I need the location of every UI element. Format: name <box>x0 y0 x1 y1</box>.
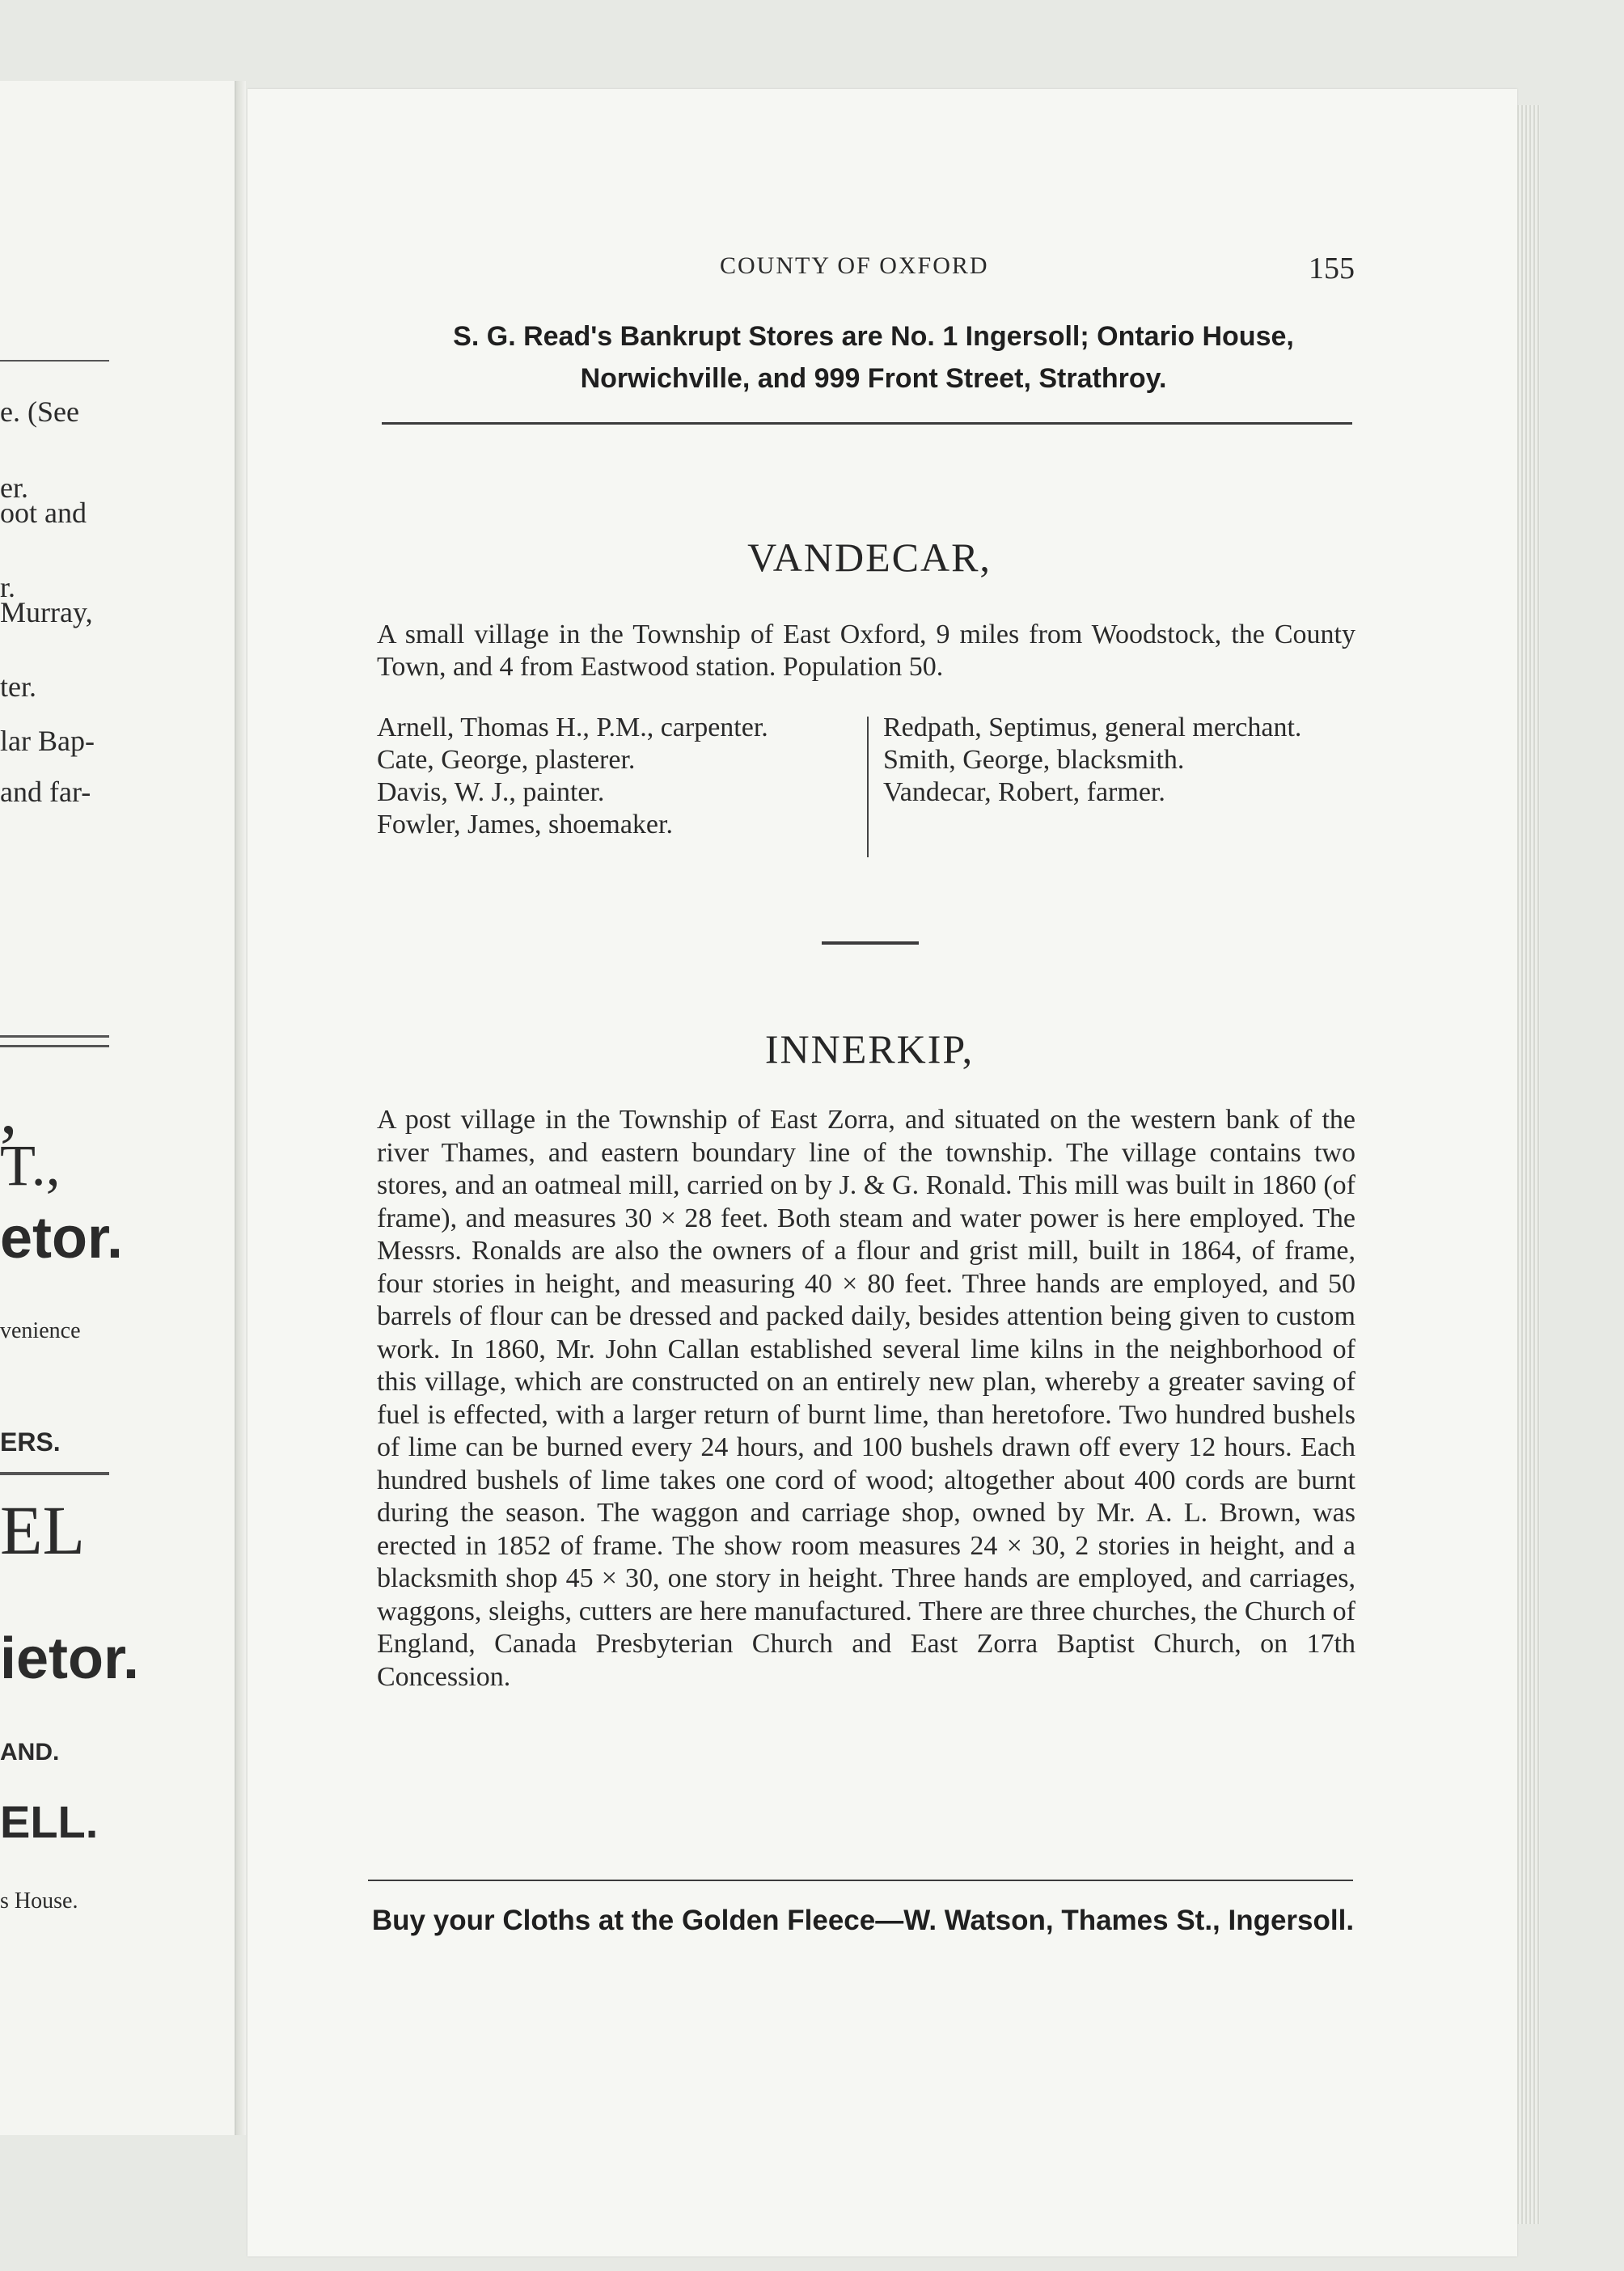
left-page-rule <box>0 360 109 362</box>
left-page-fragment: lar Bap- <box>0 725 95 757</box>
left-page-fragment: EL <box>0 1491 86 1569</box>
page-edge <box>1517 105 1540 2224</box>
left-page-fragment: ELL. <box>0 1796 99 1847</box>
directory-entry: Smith, George, blacksmith. <box>883 745 1185 775</box>
directory-entry: Cate, George, plasterer. <box>377 745 636 775</box>
directory-column-right <box>883 712 1359 809</box>
directory-entry: Davis, W. J., painter. <box>377 777 605 807</box>
left-page-fragment: ter. <box>0 670 36 703</box>
left-page-fragment: oot and <box>0 497 87 529</box>
directory-column-left <box>377 712 862 841</box>
left-page-fragment: T., <box>0 1133 61 1198</box>
advertisement-top-line: Norwichville, and 999 Front Street, Strathroy. <box>580 363 1167 394</box>
directory-entry: Arnell, Thomas H., P.M., carpenter. <box>377 713 768 742</box>
section-title-vandecar: VANDECAR, <box>747 535 992 580</box>
book-gutter <box>236 81 246 2135</box>
advertisement-top-line: S. G. Read's Bankrupt Stores are No. 1 Ingersoll; Ontario House, <box>453 321 1294 352</box>
left-page-fragment: ERS. <box>0 1427 61 1457</box>
section-title-innerkip: INNERKIP, <box>764 1026 975 1072</box>
header-rule <box>382 422 1352 425</box>
left-page-fragment: s House. <box>0 1888 78 1914</box>
left-page-fragment: AND. <box>0 1739 60 1766</box>
running-head: COUNTY OF OXFORD <box>720 252 989 279</box>
left-page-fragment: etor. <box>0 1206 124 1271</box>
left-page-double-rule <box>0 1045 109 1047</box>
advertisement-top <box>380 315 1367 400</box>
innerkip-description: A post village in the Township of East Zorra, and situated on the western bank of the river Thames, and eastern boundary line of the township. The village contains two stores, and an oatmeal mill, carried on by J. & G. Ronald. This mill was built in 1860 (of frame), and measures 30 × 28 feet. Both steam and water power is here employed. The Messrs. Ronalds are also the owners of a flour and grist mill, built in 1864, of frame, four stories in height, and measuring 40 × 80 feet. Three hands are employed, and 50 barrels of flour can be dressed and packed daily, besides attention being given to custom work. In 1860, Mr. John Callan established several lime kilns in the neighborhood of this village, which are constructed on an entirely new plan, whereby a greater saving of fuel is effected, with a larger return of burnt lime, than heretofore. Two hundred bushels of lime can be burned every 24 hours, and 100 bushels drawn off every 12 hours. Each hundred bushels of lime takes one cord of wood; altogether about 400 cords are burnt during the season. The waggon and carriage shop, owned by Mr. A. L. Brown, was erected in 1852 of frame. The show room measures 24 × 30, 2 stories in height, and a blacksmith shop 45 × 30, one story in height. Three hands are employed, and carriages, waggons, sleighs, cutters are here manufactured. There are three churches, the Church of England, Canada Presbyterian Church and East Zorra Baptist Church, on 17th Concession. <box>377 1105 1355 1692</box>
left-page-fragment: er. <box>0 472 28 504</box>
advertisement-bottom: Buy your Cloths at the Golden Fleece—W. Watson, Thames St., Ingersoll. <box>371 1905 1355 1936</box>
left-page-fragment: and far- <box>0 776 91 808</box>
vandecar-directory <box>377 712 1359 857</box>
left-page-fragment: r. <box>0 571 16 603</box>
left-facing-page <box>0 81 237 2135</box>
left-page-fragment: e. (See <box>0 395 79 428</box>
directory-entry: Redpath, Septimus, general merchant. <box>883 713 1302 742</box>
section-separator <box>822 941 919 945</box>
page-number: 155 <box>1309 252 1355 285</box>
directory-entry: Vandecar, Robert, farmer. <box>883 777 1165 807</box>
directory-column-divider <box>867 717 869 857</box>
vandecar-description: A small village in the Township of East Oxford, 9 miles from Woodstock, the County Town, and 4 from Eastwood station. Population 50. <box>377 620 1355 682</box>
left-page-fragment: , <box>0 1071 18 1148</box>
left-page-double-rule <box>0 1035 109 1038</box>
left-page-fragment: Murray, <box>0 596 93 628</box>
footer-rule <box>368 1880 1353 1881</box>
left-page-fragment: venience <box>0 1318 81 1343</box>
left-page-rule <box>0 1472 109 1475</box>
left-page-fragment: ietor. <box>0 1626 140 1691</box>
directory-entry: Fowler, James, shoemaker. <box>377 810 673 839</box>
